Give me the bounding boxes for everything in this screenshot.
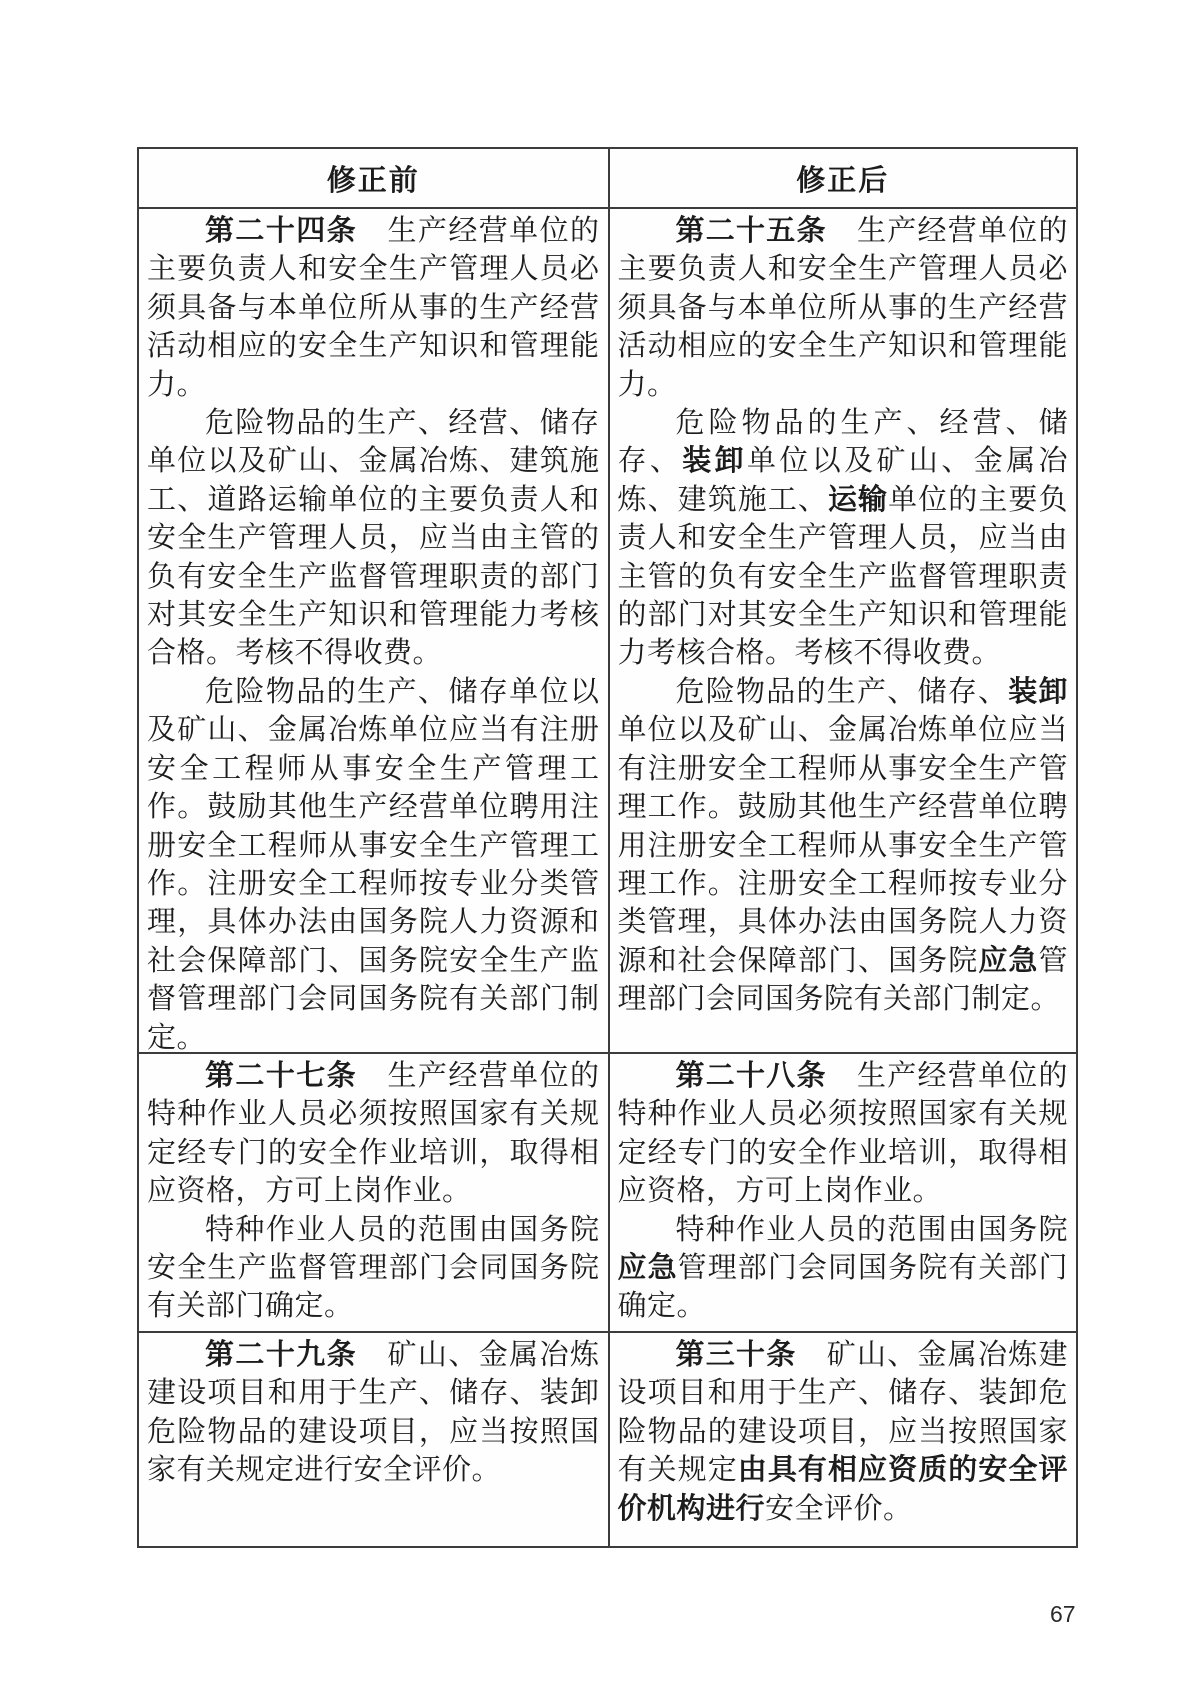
paragraph: 危险物品的生产、经营、储存单位以及矿山、金属冶炼、建筑施工、道路运输单位的主要负责人和安全生产管理人员，应当由主管的负有安全生产监督管理职责的部门对其安全生产知识和管理能力考核合格。考核不得收费。: [147, 407, 600, 670]
cell-after-article-28: [608, 1054, 1077, 1331]
amendment-comparison-table: [137, 147, 1078, 1548]
paragraph: 危险物品的生产、储存、装卸单位以及矿山、金属冶炼单位应当有注册安全工程师从事安全生产管理工作。鼓励其他生产经营单位聘用注册安全工程师从事安全生产管理工作。注册安全工程师按专业分类管理，具体办法由国务院人力资源和社会保障部门、国务院应急管理部门会同国务院有关部门制定。: [617, 675, 1068, 1016]
paragraph: 特种作业人员的范围由国务院安全生产监督管理部门会同国务院有关部门确定。: [147, 1213, 600, 1323]
cell-before-article-24: [139, 209, 608, 1052]
paragraph: 第二十八条 生产经营单位的特种作业人员必须按照国家有关规定经专门的安全作业培训，取得相应资格，方可上岗作业。: [617, 1060, 1068, 1208]
header-cell-before: [139, 149, 608, 207]
paragraph: 危险物品的生产、经营、储存、装卸单位以及矿山、金属冶炼、建筑施工、运输单位的主要负责人和安全生产管理人员，应当由主管的负有安全生产监督管理职责的部门对其安全生产知识和管理能力考核合格。考核不得收费。: [617, 407, 1068, 670]
paragraph: 第二十九条 矿山、金属冶炼建设项目和用于生产、储存、装卸危险物品的建设项目，应当按照国家有关规定进行安全评价。: [147, 1339, 600, 1487]
header-label-after: 修正后: [796, 164, 890, 197]
page-number: 67: [1050, 1601, 1076, 1627]
table-row-article-24-25: [139, 207, 1076, 1052]
table-header-row: [139, 149, 1076, 207]
cell-after-article-30: [608, 1333, 1077, 1546]
header-cell-after: [608, 149, 1077, 207]
header-label-before: 修正前: [326, 164, 420, 197]
paragraph: 第二十七条 生产经营单位的特种作业人员必须按照国家有关规定经专门的安全作业培训，取得相应资格，方可上岗作业。: [147, 1060, 600, 1208]
table-row-article-29-30: [139, 1331, 1076, 1546]
paragraph: 第二十四条 生产经营单位的主要负责人和安全生产管理人员必须具备与本单位所从事的生产经营活动相应的安全生产知识和管理能力。: [147, 215, 600, 401]
table-row-article-27-28: [139, 1052, 1076, 1331]
paragraph: 第三十条 矿山、金属冶炼建设项目和用于生产、储存、装卸危险物品的建设项目，应当按照国家有关规定由具有相应资质的安全评价机构进行安全评价。: [617, 1339, 1068, 1525]
cell-after-article-25: [608, 209, 1077, 1052]
cell-before-article-27: [139, 1054, 608, 1331]
paragraph: 特种作业人员的范围由国务院应急管理部门会同国务院有关部门确定。: [617, 1213, 1068, 1323]
paragraph: 危险物品的生产、储存单位以及矿山、金属冶炼单位应当有注册安全工程师从事安全生产管理工作。鼓励其他生产经营单位聘用注册安全工程师从事安全生产管理工作。注册安全工程师按专业分类管理，具体办法由国务院人力资源和社会保障部门、国务院安全生产监督管理部门会同国务院有关部门制定。: [147, 675, 600, 1052]
cell-before-article-29: [139, 1333, 608, 1546]
paragraph: 第二十五条 生产经营单位的主要负责人和安全生产管理人员必须具备与本单位所从事的生产经营活动相应的安全生产知识和管理能力。: [617, 215, 1068, 401]
